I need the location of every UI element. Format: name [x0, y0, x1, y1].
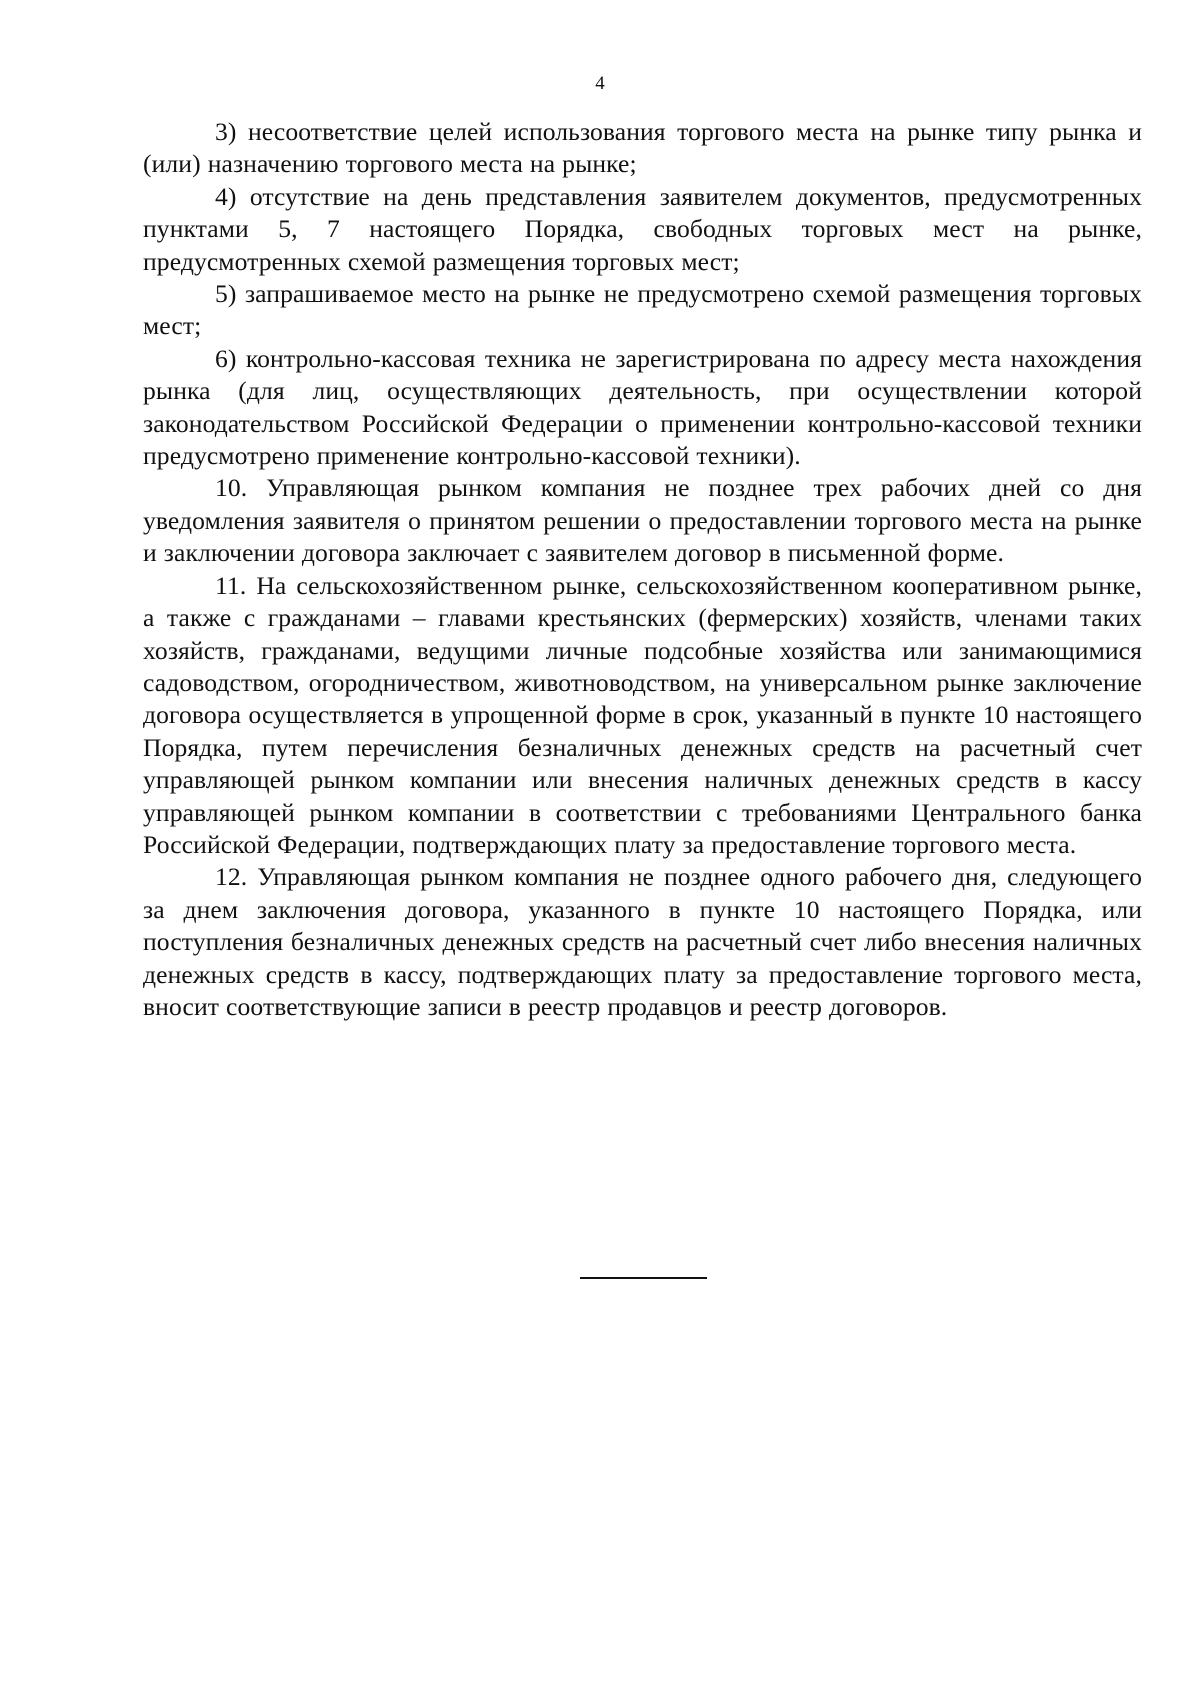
paragraph-clause-12: 12. Управляющая рынком компания не позднее одного рабочего дня, следующего за днем заключения договора, указанного в пункте 10 настоящего Порядка, или поступления безналичных денежных средств на расчетный счет либо внесения наличных денежных средств в кассу, подтверждающих плату за предоставление торгового места, вносит соответствующие записи в реестр продавцов и реестр договоров.: [143, 862, 1142, 1021]
page-number: 4: [595, 73, 605, 94]
end-of-document-rule: [580, 1277, 707, 1279]
document-body: [143, 116, 1142, 1023]
paragraph-item-6: 6) контрольно-кассовая техника не зарегистрирована по адресу места нахождения рынка (для лиц, осуществляющих деятельность, при осуществлении которой законодательством Российской Федерации о применении контрольно-кассовой техники предусмотрено применение контрольно-кассовой техники).: [143, 343, 1142, 471]
paragraph-clause-10: 10. Управляющая рынком компания не позднее трех рабочих дней со дня уведомления заявителя о принятом решении о предоставлении торгового места на рынке и заключении договора заключает с заявителем договор в письменной форме.: [143, 473, 1142, 568]
paragraph-clause-11: 11. На сельскохозяйственном рынке, сельскохозяйственном кооперативном рынке, а также с гражданами – главами крестьянских (фермерских) хозяйств, членами таких хозяйств, гражданами, ведущими личные подсобные хозяйства или занимающимися садоводством, огородничеством, животноводством, на универсальном рынке заключение договора осуществляется в упрощенной форме в срок, указанный в пункте 10 настоящего Порядка, путем перечисления безналичных денежных средств на расчетный счет управляющей рынком компании или внесения наличных денежных средств в кассу управляющей рынком компании в соответствии с требованиями Центрального банка Российской Федерации, подтверждающих плату за предоставление торгового места.: [143, 570, 1142, 859]
paragraph-item-3: 3) несоответствие целей использования торгового места на рынке типу рынка и (или) назначению торгового места на рынке;: [143, 117, 1142, 179]
paragraph-item-5: 5) запрашиваемое место на рынке не предусмотрено схемой размещения торговых мест;: [143, 279, 1142, 341]
paragraph-item-4: 4) отсутствие на день представления заявителем документов, предусмотренных пунктами 5, 7 настоящего Порядка, свободных торговых мест на рынке, предусмотренных схемой размещения торговых мест;: [143, 181, 1142, 276]
